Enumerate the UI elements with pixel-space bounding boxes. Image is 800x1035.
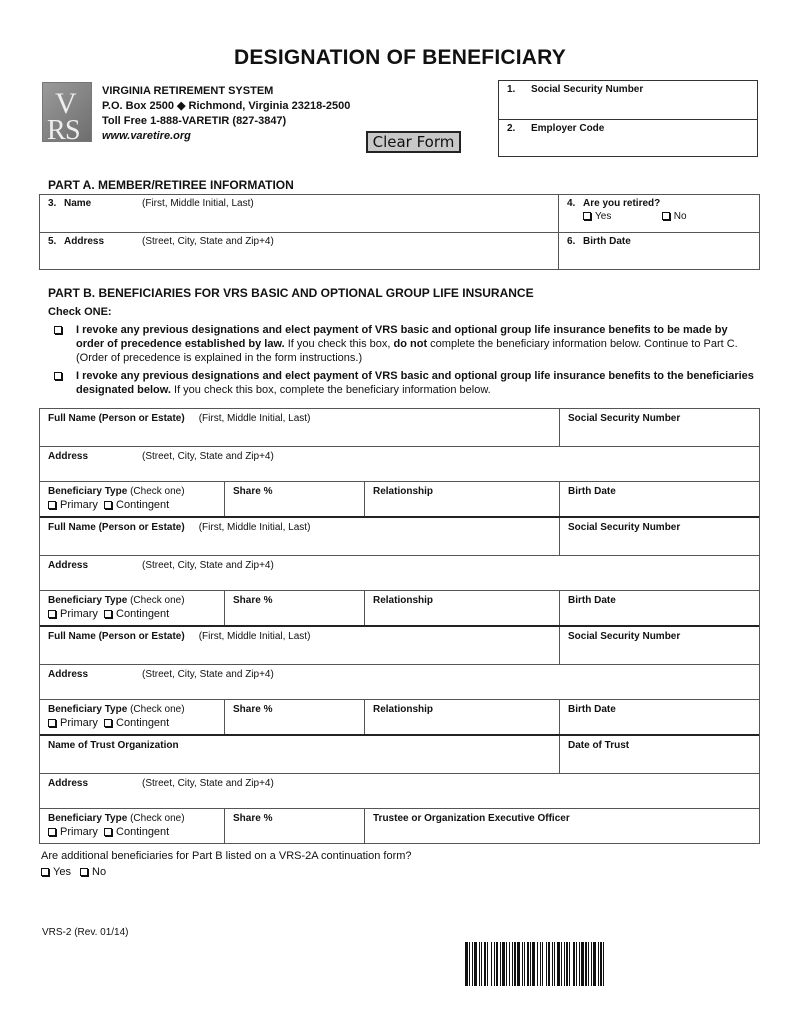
member-name-field[interactable] [40, 195, 559, 232]
checkbox-icon [662, 212, 670, 220]
relationship-field[interactable] [364, 591, 559, 625]
svg-text:R: R [47, 115, 66, 143]
field-number: 2. [507, 123, 516, 134]
beneficiary-type-label: Beneficiary Type [48, 486, 128, 497]
org-address: P.O. Box 2500 ◆ Richmond, Virginia 23218-2500 [102, 100, 351, 112]
beneficiary-address-field[interactable] [40, 665, 759, 699]
barcode-icon [465, 942, 750, 986]
option-label: Primary [60, 608, 98, 620]
share-label: Share % [233, 486, 273, 497]
relationship-label: Relationship [373, 704, 434, 715]
clear-form-button[interactable]: Clear Form [366, 131, 461, 153]
birth-date-label: Birth Date [568, 595, 616, 606]
relationship-label: Relationship [373, 486, 434, 497]
beneficiary-address-field[interactable] [40, 556, 759, 590]
field-number: 1. [507, 84, 516, 95]
checkbox-icon [80, 868, 88, 876]
trust-block [40, 734, 759, 843]
address-hint: (Street, City, State and Zip+4) [142, 560, 274, 571]
option-label: Yes [595, 211, 612, 222]
contingent-checkbox[interactable] [104, 717, 169, 729]
beneficiary-table [39, 408, 760, 844]
full-name-hint: (First, Middle Initial, Last) [198, 631, 311, 642]
share-field[interactable] [224, 809, 364, 843]
name-hint: (First, Middle Initial, Last) [142, 198, 254, 209]
trust-date-field[interactable] [559, 736, 759, 773]
beneficiary-name-field[interactable] [40, 518, 559, 555]
choice-text: complete the beneficiary information below. Continue to Part C. (Order of precedence is explained in the form instructions.) [76, 338, 738, 364]
choice-designated-beneficiaries [54, 369, 754, 397]
relationship-label: Relationship [373, 595, 434, 606]
birth-date-label: Birth Date [568, 486, 616, 497]
beneficiary-type-label: Beneficiary Type [48, 704, 128, 715]
share-field[interactable] [224, 591, 364, 625]
svg-text:S: S [65, 115, 81, 143]
address-label: Address [48, 778, 89, 789]
full-name-label: Full Name (Person or Estate) [48, 631, 185, 642]
option-label: Primary [60, 499, 98, 511]
form-title: DESIGNATION OF BENEFICIARY [234, 46, 566, 69]
employer-code-label: Employer Code [531, 123, 605, 134]
choice-text: If you check this box, complete the beneficiary information below. [170, 384, 491, 396]
trustee-label: Trustee or Organization Executive Officer [373, 813, 570, 824]
beneficiary-block [40, 625, 759, 734]
check-one-hint: (Check one) [130, 486, 185, 497]
org-phone: Toll Free 1-888-VARETIR (827-3847) [102, 115, 287, 127]
form-number: VRS-2 (Rev. 01/14) [42, 927, 129, 938]
option-label: No [92, 866, 107, 878]
choice-order-of-precedence [54, 323, 754, 365]
name-label: Name [64, 198, 92, 209]
contingent-checkbox[interactable] [104, 608, 169, 620]
additional-no-checkbox[interactable] [80, 866, 106, 878]
org-info [102, 84, 350, 144]
beneficiary-type-field [40, 591, 224, 625]
checkbox-icon [583, 212, 591, 220]
additional-yes-checkbox[interactable] [41, 866, 71, 878]
address-hint: (Street, City, State and Zip+4) [142, 451, 274, 462]
check-one-hint: (Check one) [130, 595, 185, 606]
retired-field [559, 195, 759, 232]
birth-date-field[interactable] [559, 482, 759, 516]
checkbox-icon[interactable] [54, 372, 62, 380]
address-label: Address [48, 669, 89, 680]
checkbox-icon [104, 719, 112, 727]
trust-date-label: Date of Trust [568, 740, 630, 751]
trustee-field[interactable] [364, 809, 759, 843]
beneficiary-ssn-field[interactable] [559, 409, 759, 446]
share-field[interactable] [224, 700, 364, 734]
retired-yes-checkbox[interactable] [583, 211, 659, 222]
field-number: 4. [567, 198, 576, 209]
retired-label: Are you retired? [583, 198, 661, 209]
ssn-label: Social Security Number [531, 84, 644, 95]
primary-checkbox[interactable] [48, 608, 98, 620]
address-label: Address [64, 236, 105, 247]
choice-bold-text: I revoke any previous designations and elect payment of VRS basic and optional group life insurance benefits to the beneficiaries designated below. [76, 370, 754, 396]
full-name-hint: (First, Middle Initial, Last) [198, 522, 311, 533]
share-field[interactable] [224, 482, 364, 516]
relationship-field[interactable] [364, 482, 559, 516]
retired-no-checkbox[interactable] [662, 211, 738, 222]
check-one-label: Check ONE: [48, 306, 112, 318]
birth-date-field[interactable] [559, 700, 759, 734]
ssn-label: Social Security Number [568, 413, 681, 424]
share-label: Share % [233, 595, 273, 606]
choice-text: If you check this box, [284, 338, 394, 350]
address-label: Address [48, 451, 89, 462]
checkbox-icon [104, 501, 112, 509]
checkbox-icon [48, 501, 56, 509]
choice-bold-text: do not [393, 338, 428, 350]
address-hint: (Street, City, State and Zip+4) [142, 236, 274, 247]
vrs-logo [42, 82, 92, 142]
share-label: Share % [233, 813, 273, 824]
choice-bold-text: I revoke any previous designations and elect payment of VRS basic and optional group life insurance benefits to be made by order of precedence established by law. [76, 324, 728, 350]
part-a-heading: PART A. MEMBER/RETIREE INFORMATION [48, 178, 294, 192]
beneficiary-ssn-field[interactable] [559, 627, 759, 664]
additional-beneficiaries-options [41, 866, 112, 878]
full-name-hint: (First, Middle Initial, Last) [198, 413, 311, 424]
beneficiary-address-field[interactable] [40, 447, 759, 481]
option-label: Yes [53, 866, 71, 878]
org-website[interactable]: www.varetire.org [102, 130, 191, 142]
checkbox-icon[interactable] [54, 326, 62, 334]
birth-date-field[interactable] [559, 591, 759, 625]
check-one-hint: (Check one) [130, 813, 185, 824]
id-fields-box [498, 80, 758, 157]
relationship-field[interactable] [364, 700, 559, 734]
ssn-label: Social Security Number [568, 631, 681, 642]
beneficiary-block [40, 516, 759, 625]
ssn-label: Social Security Number [568, 522, 681, 533]
beneficiary-type-label: Beneficiary Type [48, 595, 128, 606]
field-number: 6. [567, 236, 576, 247]
beneficiary-type-field [40, 700, 224, 734]
contingent-checkbox[interactable] [104, 826, 169, 838]
svg-text:V: V [55, 87, 77, 120]
birth-date-label: Birth Date [568, 704, 616, 715]
beneficiary-name-field[interactable] [40, 409, 559, 446]
address-label: Address [48, 560, 89, 571]
option-label: Primary [60, 717, 98, 729]
option-label: Contingent [116, 826, 170, 838]
checkbox-icon [41, 868, 49, 876]
trust-name-label: Name of Trust Organization [48, 740, 179, 751]
member-birth-date-field[interactable] [559, 233, 759, 269]
ssn-field[interactable] [499, 81, 757, 119]
beneficiary-name-field[interactable] [40, 627, 559, 664]
option-label: No [673, 211, 687, 222]
option-label: Primary [60, 826, 98, 838]
part-b-heading: PART B. BENEFICIARIES FOR VRS BASIC AND OPTIONAL GROUP LIFE INSURANCE [48, 286, 534, 300]
checkbox-icon [48, 610, 56, 618]
member-address-field[interactable] [40, 233, 559, 269]
checkbox-icon [104, 828, 112, 836]
checkbox-icon [48, 719, 56, 727]
trust-address-field[interactable] [40, 774, 759, 808]
primary-checkbox[interactable] [48, 826, 98, 838]
part-a-table [39, 194, 760, 270]
org-name: VIRGINIA RETIREMENT SYSTEM [102, 85, 274, 97]
beneficiary-ssn-field[interactable] [559, 518, 759, 555]
option-label: Contingent [116, 717, 170, 729]
trust-name-field[interactable] [40, 736, 559, 773]
option-label: Contingent [116, 608, 170, 620]
beneficiary-type-field [40, 809, 224, 843]
checkbox-icon [48, 828, 56, 836]
full-name-label: Full Name (Person or Estate) [48, 522, 185, 533]
share-label: Share % [233, 704, 273, 715]
check-one-hint: (Check one) [130, 704, 185, 715]
address-hint: (Street, City, State and Zip+4) [142, 778, 274, 789]
primary-checkbox[interactable] [48, 499, 98, 511]
beneficiary-block [40, 409, 759, 516]
checkbox-icon [104, 610, 112, 618]
full-name-label: Full Name (Person or Estate) [48, 413, 185, 424]
employer-code-field[interactable] [499, 119, 757, 157]
option-label: Contingent [116, 499, 170, 511]
beneficiary-type-field [40, 482, 224, 516]
birth-date-label: Birth Date [583, 236, 631, 247]
address-hint: (Street, City, State and Zip+4) [142, 669, 274, 680]
field-number: 3. [48, 198, 57, 209]
field-number: 5. [48, 236, 57, 247]
contingent-checkbox[interactable] [104, 499, 169, 511]
additional-beneficiaries-question: Are additional beneficiaries for Part B listed on a VRS-2A continuation form? [41, 850, 412, 862]
primary-checkbox[interactable] [48, 717, 98, 729]
beneficiary-type-label: Beneficiary Type [48, 813, 128, 824]
